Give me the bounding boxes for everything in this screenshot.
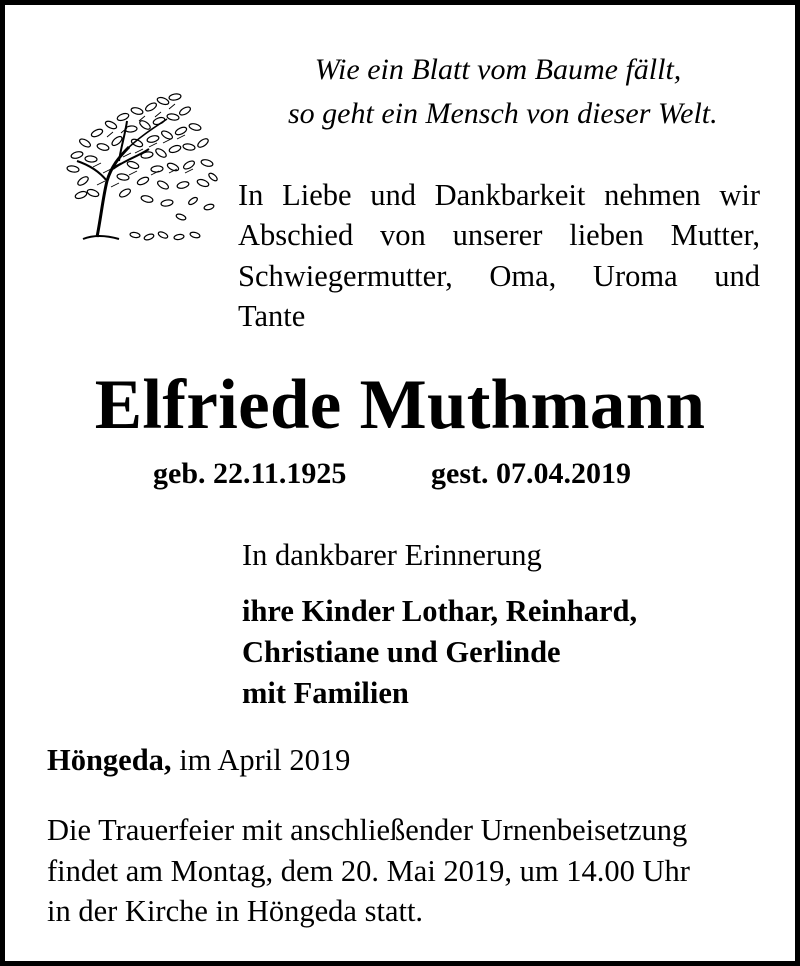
birth-date: geb. 22.11.1925 [153, 457, 347, 490]
ceremony-line-3: in der Kirche in Höngeda statt. [47, 894, 424, 928]
deceased-name: Elfriede Muthmann [94, 366, 706, 444]
intro-line-1: In Liebe und Dankbarkeit nehmen wir [238, 178, 760, 212]
poem-line-2: so geht ein Mensch von dieser Welt. [288, 97, 718, 130]
ceremony-line-1: Die Trauerfeier mit anschließender Urnenbeisetzung [47, 813, 688, 847]
mourners-line-2: Christiane und Gerlinde [242, 635, 561, 669]
intro-line-3: Schwiegermutter, Oma, Uroma und [238, 259, 760, 293]
death-date: gest. 07.04.2019 [431, 457, 631, 490]
date-text: im April 2019 [179, 743, 351, 777]
mourners-line-1: ihre Kinder Lothar, Reinhard, [242, 594, 638, 628]
ceremony-line-2: findet am Montag, dem 20. Mai 2019, um 14.00 Uhr [47, 854, 690, 888]
mourners-intro: In dankbarer Erinnerung [242, 538, 542, 572]
place-name: Höngeda, [47, 743, 172, 777]
intro-line-4: Tante [238, 299, 306, 333]
mourners-line-3: mit Familien [242, 676, 409, 710]
place-date [47, 745, 350, 776]
tree-icon [63, 77, 223, 247]
intro-line-2: Abschied von unserer lieben Mutter, [238, 218, 760, 252]
poem-line-1: Wie ein Blatt vom Baume fällt, [314, 53, 682, 86]
